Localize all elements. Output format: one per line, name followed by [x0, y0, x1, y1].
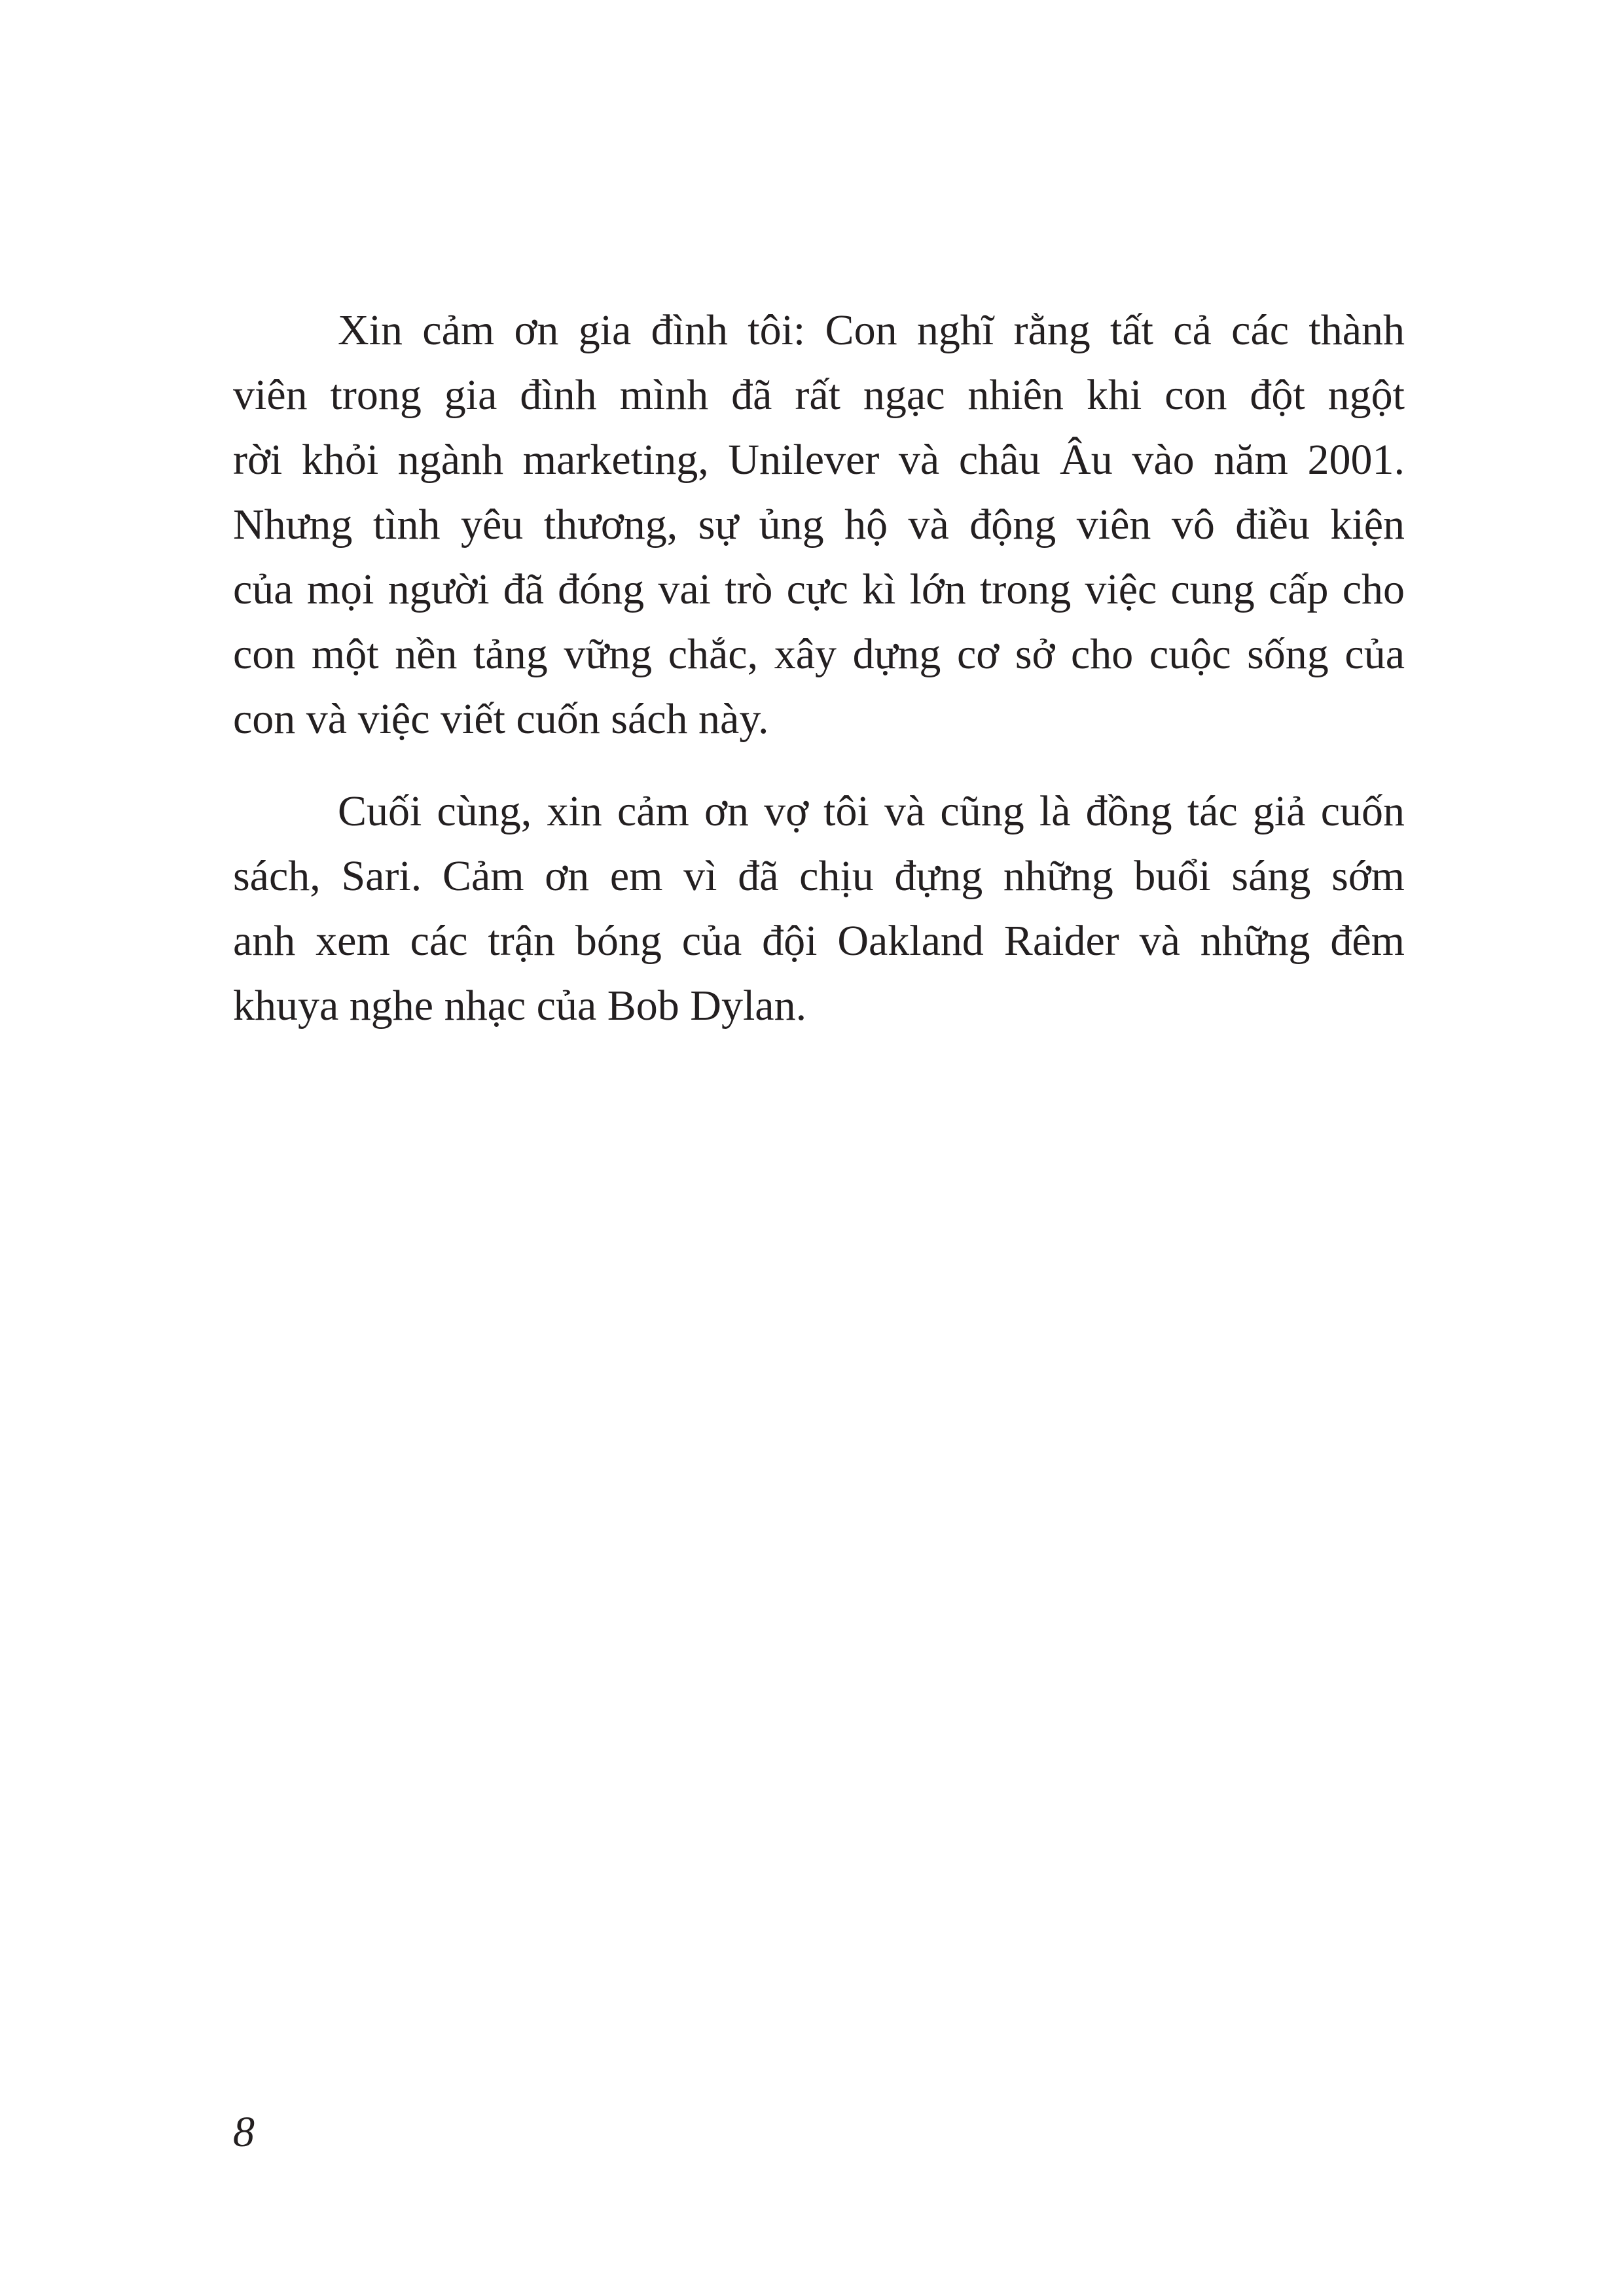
text-line: Xin cảm ơn gia đình tôi: Con nghĩ rằng tất cả các thành	[338, 306, 1405, 354]
text-line: khuya nghe nhạc của Bob Dylan.	[233, 982, 807, 1030]
text-line: anh xem các trận bóng của đội Oakland Raider và những đêm	[233, 917, 1405, 965]
body-text	[233, 298, 1405, 1038]
text-line: con và việc viết cuốn sách này.	[233, 695, 769, 743]
text-line: sách, Sari. Cảm ơn em vì đã chịu đựng những buổi sáng sớm	[233, 852, 1405, 900]
text-line: của mọi người đã đóng vai trò cực kì lớn trong việc cung cấp cho	[233, 565, 1405, 613]
text-line: viên trong gia đình mình đã rất ngạc nhiên khi con đột ngột	[233, 371, 1405, 419]
paragraph-wife-thanks	[233, 779, 1405, 1038]
text-line: Nhưng tình yêu thương, sự ủng hộ và động viên vô điều kiện	[233, 501, 1405, 548]
page-number: 8	[233, 2108, 255, 2156]
text-line: con một nền tảng vững chắc, xây dựng cơ sở cho cuộc sống của	[233, 630, 1405, 678]
paragraph-family-thanks	[233, 298, 1405, 751]
text-line: rời khỏi ngành marketing, Unilever và châu Âu vào năm 2001.	[233, 436, 1405, 484]
text-line: Cuối cùng, xin cảm ơn vợ tôi và cũng là đồng tác giả cuốn	[338, 787, 1405, 835]
